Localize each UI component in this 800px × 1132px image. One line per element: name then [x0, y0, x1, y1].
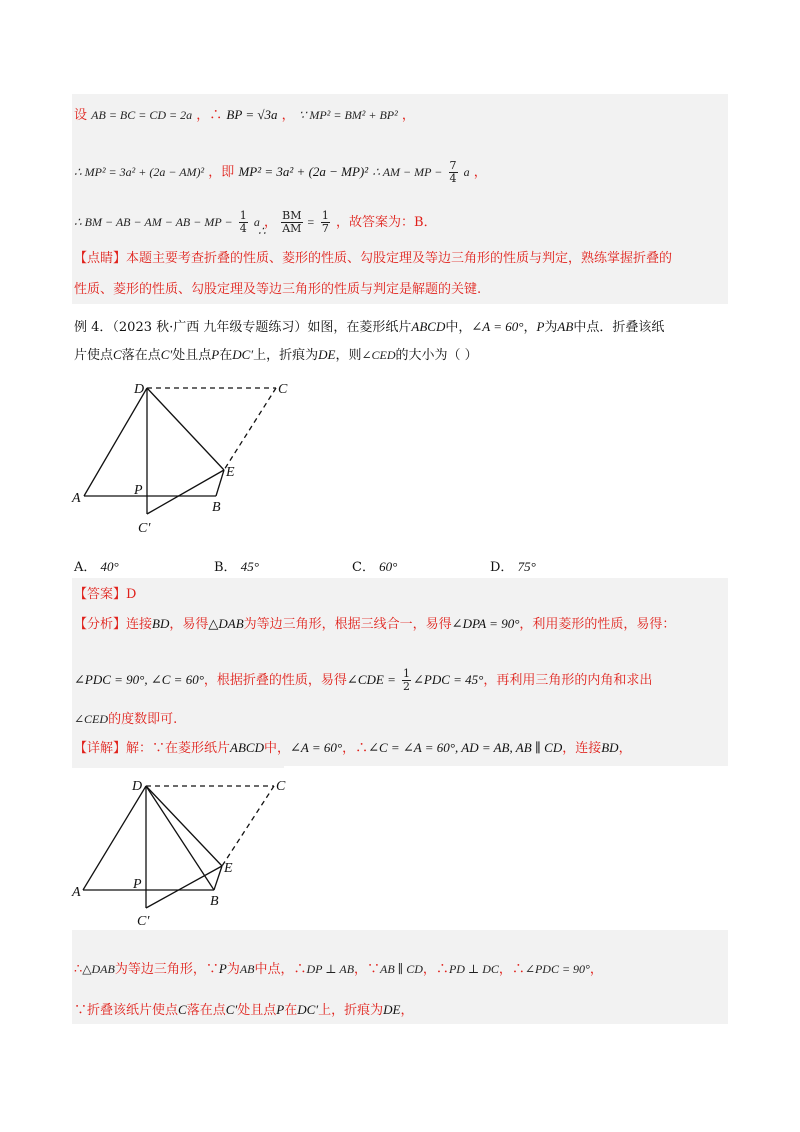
choice-a[interactable]: A． 40°: [74, 559, 119, 575]
choice-d[interactable]: D． 75°: [490, 559, 536, 575]
label-P-2: P: [133, 877, 142, 892]
label-C-prime-2: C′: [137, 914, 150, 929]
fraction-1-4: $\frac{1}{4}$: [239, 209, 247, 235]
choice-c[interactable]: C． 60°: [352, 559, 398, 575]
analysis-line-3: ∠CED的度数即可.: [74, 712, 178, 727]
rhombus-fold-figure-1: [64, 372, 304, 542]
bottom-line-2: ∵折叠该纸片使点C落在点C′处且点P在DC′上，折痕为DE，: [74, 1002, 414, 1018]
label-E-2: E: [224, 861, 233, 876]
rhombus-fold-figure-2: [64, 768, 289, 933]
question-line-1: 例 4．（2023 秋·广西 九年级专题练习）如图，在菱形纸片ABCD中，∠A = 60°，P为AB中点．折叠该纸: [74, 319, 665, 335]
label-B: B: [212, 500, 221, 515]
therefore-symbol: ∴: [258, 224, 266, 238]
label-C: C: [278, 382, 288, 397]
solution-continuation-block: [72, 94, 728, 304]
ratio-stack: $\frac{BM}{AM}$: [282, 209, 302, 235]
label-D: D: [134, 382, 145, 397]
analysis-line-1: 【分析】连接BD，易得△DAB为等边三角形，根据三线合一，易得∠DPA = 90°，利用菱形的性质，易得：: [74, 616, 676, 632]
label-E: E: [226, 465, 235, 480]
label-A-2: A: [72, 885, 81, 900]
fraction-1-7: $\frac{1}{7}$: [321, 209, 329, 235]
answer-line: 【答案】D: [74, 587, 137, 602]
label-C-2: C: [276, 779, 286, 794]
fraction-1-2: $\frac{1}{2}$: [402, 667, 410, 693]
analysis-line-2: ∠PDC = 90°, ∠C = 60°，根据折叠的性质，易得∠CDE = $\frac{1}{2}$ ∠PDC = 45°，再利用三角形的内角和求出: [74, 667, 653, 693]
choice-b[interactable]: B． 45°: [214, 559, 259, 575]
top-line-1: 设 AB = BC = CD = 2a ，∴ BP = √3a ， ∵ MP² = BM² + BP² ，: [74, 107, 415, 123]
comment-line-1: 【点睛】本题主要考查折叠的性质、菱形的性质、勾股定理及等边三角形的性质与判定，熟练掌握折叠的: [74, 251, 673, 266]
top-line-3: ∴ BM − AB − AM − AB − MP − $\frac{1}{4}$ a ， $\frac{BM}{AM}$ = $\frac{1}{7}$ ，故答案为：B．: [74, 209, 437, 235]
top-line-2: ∴ MP² = 3a² + (2a − AM)² ，即 MP² = 3a² + (2a − MP)² ∴ AM − MP − $\frac{7}{4}$ a ，: [74, 159, 487, 185]
label-P: P: [134, 483, 143, 498]
comment-line-2: 性质、菱形的性质、勾股定理及等边三角形的性质与判定是解题的关键.: [74, 282, 482, 297]
fraction-7-4: $\frac{7}{4}$: [449, 159, 457, 185]
bottom-line-1: ∴△DAB为等边三角形，∵P为AB中点，∴DP ⊥ AB，∵AB ∥ CD，∴PD ⊥ DC，∴∠PDC = 90°，: [74, 961, 603, 977]
detail-line-1: 【详解】解：∵在菱形纸片ABCD中，∠A = 60°，∴∠C = ∠A = 60°, AD = AB, AB ∥ CD，连接BD，: [74, 740, 632, 756]
question-line-2: 片使点C落在点C′处且点P在DC′上，折痕为DE，则∠CED的大小为（ ）: [74, 347, 478, 363]
label-A: A: [72, 491, 81, 506]
label-C-prime: C′: [138, 521, 151, 536]
label-D-2: D: [132, 779, 143, 794]
label-B-2: B: [210, 894, 219, 909]
